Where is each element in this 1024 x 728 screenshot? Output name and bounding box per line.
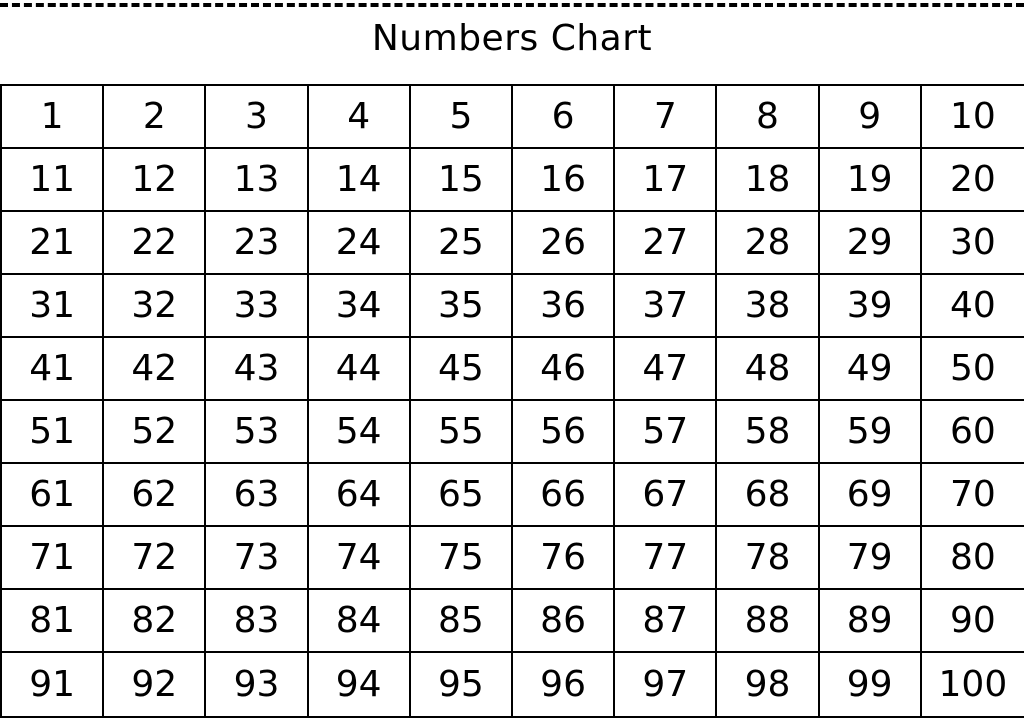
table-cell: 45 xyxy=(411,338,513,401)
table-cell: 88 xyxy=(717,590,819,653)
table-cell: 50 xyxy=(922,338,1024,401)
table-cell: 15 xyxy=(411,149,513,212)
dashed-top-border xyxy=(0,3,1024,7)
table-cell: 2 xyxy=(104,86,206,149)
table-cell: 72 xyxy=(104,527,206,590)
table-cell: 29 xyxy=(820,212,922,275)
table-cell: 38 xyxy=(717,275,819,338)
table-cell: 84 xyxy=(309,590,411,653)
table-cell: 16 xyxy=(513,149,615,212)
table-cell: 13 xyxy=(206,149,308,212)
table-cell: 26 xyxy=(513,212,615,275)
table-cell: 69 xyxy=(820,464,922,527)
table-cell: 70 xyxy=(922,464,1024,527)
table-cell: 39 xyxy=(820,275,922,338)
table-cell: 4 xyxy=(309,86,411,149)
table-cell: 52 xyxy=(104,401,206,464)
table-cell: 56 xyxy=(513,401,615,464)
table-cell: 48 xyxy=(717,338,819,401)
table-cell: 7 xyxy=(615,86,717,149)
table-cell: 90 xyxy=(922,590,1024,653)
table-cell: 66 xyxy=(513,464,615,527)
table-cell: 10 xyxy=(922,86,1024,149)
table-cell: 49 xyxy=(820,338,922,401)
table-cell: 73 xyxy=(206,527,308,590)
table-cell: 75 xyxy=(411,527,513,590)
table-cell: 97 xyxy=(615,653,717,716)
table-cell: 46 xyxy=(513,338,615,401)
table-cell: 27 xyxy=(615,212,717,275)
table-cell: 54 xyxy=(309,401,411,464)
table-cell: 44 xyxy=(309,338,411,401)
table-cell: 60 xyxy=(922,401,1024,464)
table-cell: 58 xyxy=(717,401,819,464)
table-cell: 65 xyxy=(411,464,513,527)
table-cell: 78 xyxy=(717,527,819,590)
table-cell: 8 xyxy=(717,86,819,149)
table-cell: 35 xyxy=(411,275,513,338)
table-cell: 20 xyxy=(922,149,1024,212)
table-cell: 87 xyxy=(615,590,717,653)
table-cell: 31 xyxy=(2,275,104,338)
table-cell: 86 xyxy=(513,590,615,653)
table-cell: 89 xyxy=(820,590,922,653)
table-cell: 76 xyxy=(513,527,615,590)
table-cell: 22 xyxy=(104,212,206,275)
table-cell: 33 xyxy=(206,275,308,338)
table-cell: 1 xyxy=(2,86,104,149)
table-cell: 100 xyxy=(938,664,1008,705)
table-cell: 25 xyxy=(411,212,513,275)
table-cell: 96 xyxy=(513,653,615,716)
table-cell: 77 xyxy=(615,527,717,590)
table-cell: 95 xyxy=(411,653,513,716)
table-cell: 81 xyxy=(2,590,104,653)
table-cell: 64 xyxy=(309,464,411,527)
table-cell: 40 xyxy=(922,275,1024,338)
table-cell: 19 xyxy=(820,149,922,212)
table-cell: 14 xyxy=(309,149,411,212)
table-cell: 85 xyxy=(411,590,513,653)
table-cell: 12 xyxy=(104,149,206,212)
table-cell: 62 xyxy=(104,464,206,527)
table-cell: 6 xyxy=(513,86,615,149)
table-cell: 68 xyxy=(717,464,819,527)
table-cell: 91 xyxy=(2,653,104,716)
table-cell: 43 xyxy=(206,338,308,401)
table-cell: 79 xyxy=(820,527,922,590)
table-cell: 17 xyxy=(615,149,717,212)
table-cell: 93 xyxy=(206,653,308,716)
table-cell: 9 xyxy=(820,86,922,149)
table-cell: 11 xyxy=(2,149,104,212)
table-cell: 42 xyxy=(104,338,206,401)
table-cell: 28 xyxy=(717,212,819,275)
table-cell: 80 xyxy=(922,527,1024,590)
page-title: Numbers Chart xyxy=(371,18,653,59)
table-cell: 59 xyxy=(820,401,922,464)
table-cell: 51 xyxy=(2,401,104,464)
table-cell: 34 xyxy=(309,275,411,338)
table-cell: 21 xyxy=(2,212,104,275)
table-cell: 83 xyxy=(206,590,308,653)
table-cell: 24 xyxy=(309,212,411,275)
table-cell: 32 xyxy=(104,275,206,338)
table-cell: 71 xyxy=(2,527,104,590)
table-cell: 55 xyxy=(411,401,513,464)
table-cell: 36 xyxy=(513,275,615,338)
table-cell: 63 xyxy=(206,464,308,527)
table-cell: 94 xyxy=(309,653,411,716)
table-cell: 67 xyxy=(615,464,717,527)
table-cell: 53 xyxy=(206,401,308,464)
table-cell: 98 xyxy=(717,653,819,716)
table-cell: 92 xyxy=(104,653,206,716)
table-cell: 41 xyxy=(2,338,104,401)
table-cell: 57 xyxy=(615,401,717,464)
table-cell: 30 xyxy=(922,212,1024,275)
table-cell: 37 xyxy=(615,275,717,338)
numbers-table xyxy=(0,84,1024,718)
table-cell: 61 xyxy=(2,464,104,527)
table-cell: 3 xyxy=(206,86,308,149)
table-cell: 23 xyxy=(206,212,308,275)
table-cell: 47 xyxy=(615,338,717,401)
table-cell: 18 xyxy=(717,149,819,212)
table-cell: 99 xyxy=(820,653,922,716)
table-cell: 82 xyxy=(104,590,206,653)
table-cell: 5 xyxy=(411,86,513,149)
table-cell: 74 xyxy=(309,527,411,590)
